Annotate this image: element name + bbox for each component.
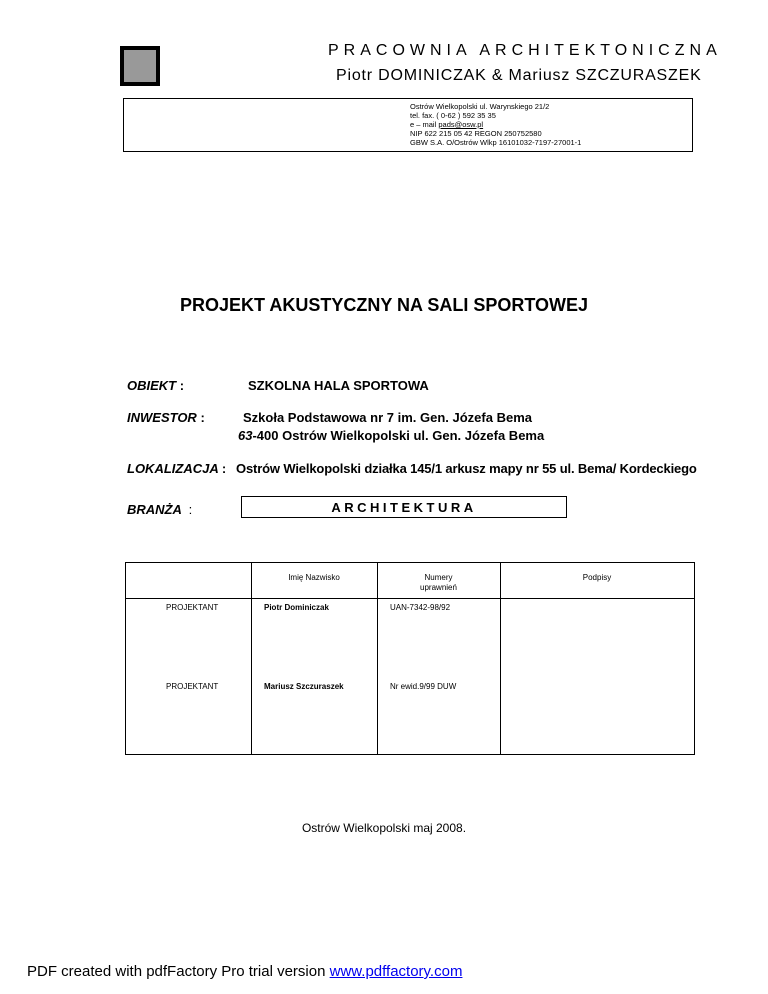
- tax-id-line: NIP 622 215 05 42 REGON 250752580: [410, 129, 542, 138]
- signature-table: [125, 562, 695, 755]
- contact-info-box: [123, 98, 693, 152]
- document-title: PROJEKT AKUSTYCZNY NA SALI SPORTOWEJ: [179, 295, 589, 315]
- studio-logo: [120, 46, 160, 86]
- logo-square-icon: [124, 50, 156, 82]
- partner-names: Piotr DOMINICZAK & Mariusz SZCZURASZEK: [336, 67, 702, 84]
- branza-label: BRANŻA :: [127, 502, 193, 517]
- lokalizacja-label: LOKALIZACJA :: [127, 461, 227, 476]
- contact-info: [410, 102, 581, 147]
- table-row-role: PROJEKTANT: [166, 603, 219, 612]
- header-numbers-1: Numery: [424, 573, 453, 582]
- header-name: Imię Nazwisko: [288, 573, 340, 582]
- table-row-role: PROJEKTANT: [166, 682, 219, 691]
- table-row-name: Mariusz Szczuraszek: [264, 682, 344, 691]
- place-date: Ostrów Wielkopolski maj 2008.: [301, 821, 467, 835]
- inwestor-line-2: 63-400 Ostrów Wielkopolski ul. Gen. Józefa Bema: [238, 428, 545, 443]
- table-row-number: UAN-7342-98/92: [390, 603, 451, 612]
- header-signatures: Podpisy: [582, 573, 612, 582]
- table-row-number: Nr ewid.9/99 DUW: [390, 682, 457, 691]
- obiekt-label: OBIEKT :: [127, 378, 185, 393]
- email-line: [410, 120, 581, 129]
- header-numbers-2: uprawnień: [420, 583, 457, 592]
- inwestor-label: INWESTOR :: [127, 410, 205, 425]
- studio-name: PRACOWNIA ARCHITEKTONICZNA: [328, 42, 722, 59]
- phone-line: tel. fax. ( 0-62 ) 592 35 35: [410, 111, 496, 120]
- bank-line: GBW S.A. O/Ostrów Wlkp 16101032-7197-27001-1: [410, 138, 582, 147]
- inwestor-line-1: Szkoła Podstawowa nr 7 im. Gen. Józefa Bema: [243, 410, 532, 425]
- email-prefix: e – mail: [410, 120, 439, 129]
- lokalizacja-value: Ostrów Wielkopolski działka 145/1 arkusz mapy nr 55 ul. Bema/ Kordeckiego: [236, 461, 697, 476]
- obiekt-value: SZKOLNA HALA SPORTOWA: [248, 378, 429, 393]
- address-line: Ostrów Wielkopolski ul. Warynskiego 21/2: [410, 102, 550, 111]
- footer-text: PDF created with pdfFactory Pro trial version: [27, 963, 330, 980]
- branza-value: ARCHITEKTURA: [241, 496, 567, 518]
- footer-link[interactable]: www.pdffactory.com: [329, 963, 463, 980]
- pdf-footer: [27, 963, 462, 980]
- table-row-name: Piotr Dominiczak: [264, 603, 329, 612]
- email-link[interactable]: pads@osw.pl: [438, 120, 484, 129]
